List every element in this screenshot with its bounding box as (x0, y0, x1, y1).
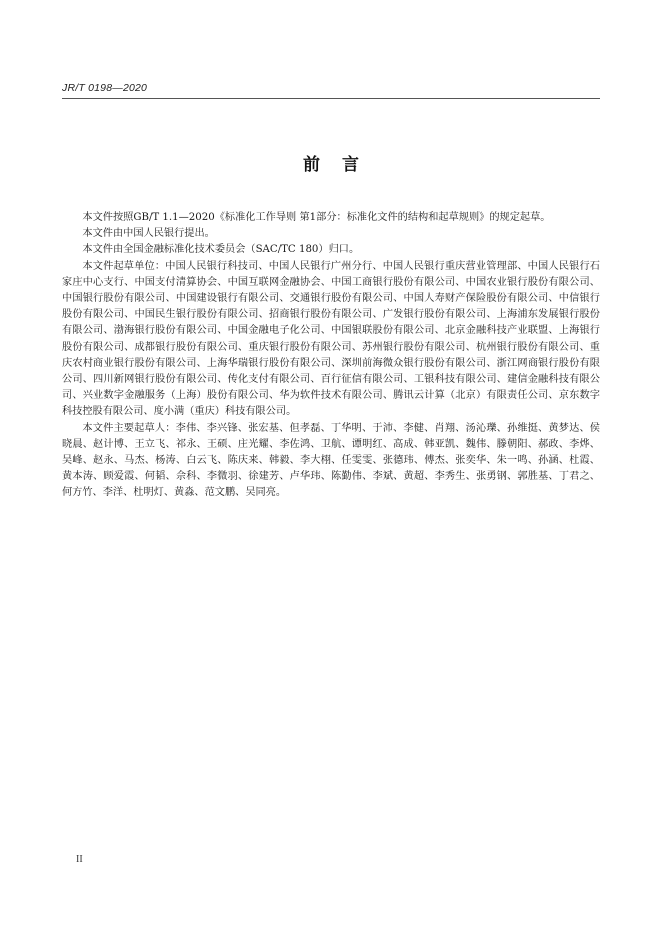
page-title: 前言 (303, 155, 381, 175)
paragraph-drafting-units: 本文件起草单位：中国人民银行科技司、中国人民银行广州分行、中国人民银行重庆营业管理部、中国人民银行石家庄中心支行、中国支付清算协会、中国互联网金融协会、中国工商银行股份有限公司、中国农业银行股份有限公司、中国银行股份有限公司、中国建设银行有限公司、交通银行股份有限公司、中国人寿财产保险股份有限公司、中信银行股份有限公司、中国民生银行股份有限公司、招商银行股份有限公司、广发银行股份有限公司、上海浦东发展银行股份有限公司、渤海银行股份有限公司、中国金融电子化公司、中国银联股份有限公司、北京金融科技产业联盟、上海银行股份有限公司、成都银行股份有限公司、重庆银行股份有限公司、苏州银行股份有限公司、杭州银行股份有限公司、重庆农村商业银行股份有限公司、上海华瑞银行股份有限公司、深圳前海微众银行股份有限公司、浙江网商银行股份有限公司、四川新网银行股份有限公司、传化支付有限公司、百行征信有限公司、工银科技有限公司、建信金融科技有限公司、兴业数字金融服务（上海）股份有限公司、华为软件技术有限公司、腾讯云计算（北京）有限责任公司、京东数字科技控股有限公司、度小满（重庆）科技有限公司。 (62, 260, 600, 418)
paragraph-drafting-rules: 本文件按照GB/T 1.1—2020《标准化工作导则 第1部分：标准化文件的结构和起草规则》的规定起草。 (82, 212, 551, 223)
paragraph-drafters: 本文件主要起草人：李伟、李兴锋、张宏基、但孝磊、丁华明、于沛、李健、肖翔、汤沁瓅、孙维挺、黄梦达、侯晓晨、赵计博、王立飞、祁永、王硕、庄光耀、李佐鸿、卫航、谭明红、高成、韩亚凯、魏伟、滕朝阳、郝政、李烨、吴峰、赵永、马杰、杨涛、白云飞、陈庆来、韩毅、李大栩、任雯雯、张德玮、傅杰、张奕华、朱一鸣、孙涵、杜霞、黄本涛、顾爱霞、何韬、佘科、李微羽、徐建芳、卢华玮、陈勤伟、李斌、黄超、李秀生、张勇钢、郭胜基、丁君之、何方竹、李洋、杜明灯、黄淼、范文鹏、吴同亮。 (62, 422, 600, 499)
page-number: II (76, 854, 83, 865)
body-text (62, 210, 600, 502)
paragraph-technical-committee: 本文件由全国金融标准化技术委员会（SAC/TC 180）归口。 (82, 244, 360, 256)
paragraph-proposer: 本文件由中国人民银行提出。 (82, 228, 215, 240)
document-code: JR/T 0198—2020 (62, 82, 148, 94)
header-rule (62, 98, 600, 99)
